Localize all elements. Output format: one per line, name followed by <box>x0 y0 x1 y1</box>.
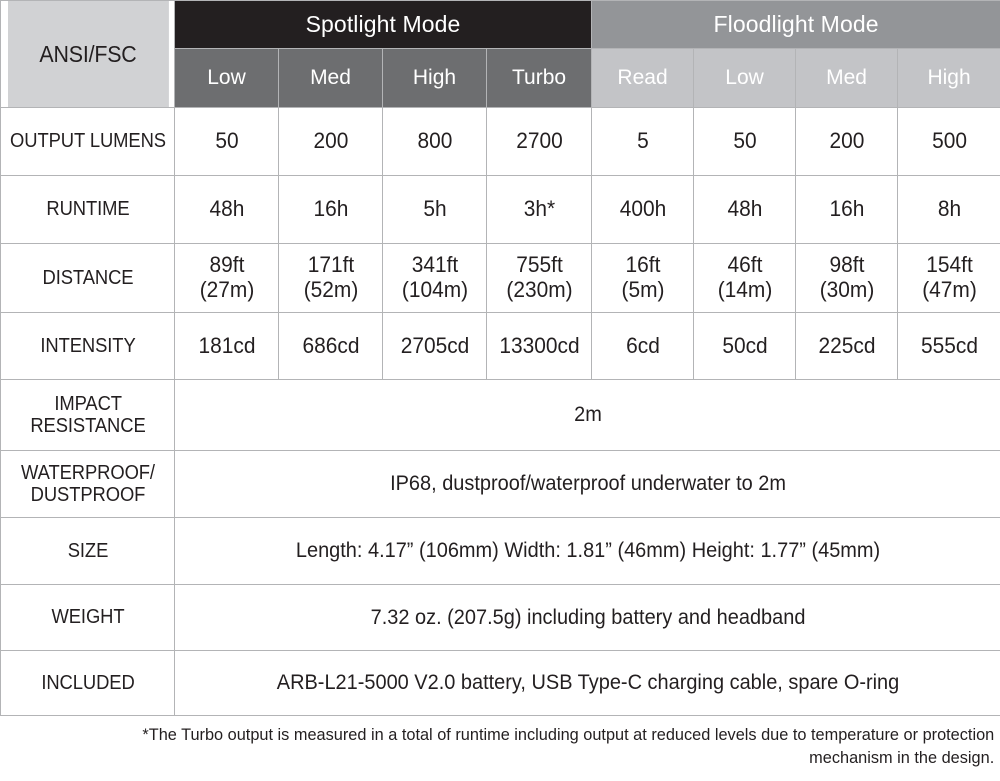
cell-value: 16h <box>798 176 895 244</box>
row-label-weight <box>7 585 167 651</box>
row-label-line: LUMENS <box>89 130 166 153</box>
cell-value-line: (14m) <box>717 277 772 302</box>
table-row <box>1 108 1000 176</box>
cell-value-line: (27m) <box>199 277 254 302</box>
cell-value-line: (30m) <box>819 277 874 302</box>
group-header-spotlight <box>175 1 592 49</box>
table-row <box>1 585 1000 651</box>
mode-label: Read <box>617 66 668 89</box>
mode-header-floodlight-med <box>796 49 898 108</box>
row-label-line: INTENSITY <box>39 334 136 357</box>
corner-header-label: ANSI/FSC <box>38 40 137 67</box>
table-row <box>1 313 1000 380</box>
group-header-floodlight <box>592 1 1000 49</box>
row-label-intensity <box>7 313 167 380</box>
cell-value <box>385 244 484 313</box>
cell-value: 5h <box>385 176 484 244</box>
row-label-output-lumens <box>7 108 167 176</box>
cell-value-line: 89ft <box>209 252 244 278</box>
cell-value-line: 16ft <box>625 252 660 278</box>
cell-value: 6cd <box>594 313 691 380</box>
cell-value: 48h <box>177 176 276 244</box>
cell-value: 16h <box>281 176 380 244</box>
cell-value-line: 154ft <box>925 252 973 278</box>
cell-value-line: (52m) <box>303 277 358 302</box>
cell-value-line: (230m) <box>505 277 573 302</box>
cell-value-line: (5m) <box>621 277 665 302</box>
cell-value <box>177 244 276 313</box>
mode-label: Low <box>725 66 764 89</box>
row-label-line: SIZE <box>67 539 108 562</box>
mode-header-spotlight-high <box>383 49 487 108</box>
cell-value: 686cd <box>281 313 380 380</box>
table-row <box>1 244 1000 313</box>
cell-value: 13300cd <box>489 313 589 380</box>
row-label-line: RUNTIME <box>45 198 130 221</box>
cell-value-line: 98ft <box>829 252 864 278</box>
cell-value: 2700 <box>489 108 589 176</box>
cell-value <box>281 244 380 313</box>
row-label-waterproof-dustproof <box>7 451 167 518</box>
row-label-line: IMPACT <box>53 392 122 415</box>
cell-value: 50 <box>696 108 793 176</box>
row-label-size <box>7 518 167 585</box>
cell-value: 200 <box>798 108 895 176</box>
cell-value-line: 341ft <box>411 252 458 278</box>
row-label-line: WATERPROOF/ <box>20 461 155 484</box>
cell-value-weight: 7.32 oz. (207.5g) including battery and headband <box>195 585 980 651</box>
cell-value: 2705cd <box>385 313 484 380</box>
cell-value-waterproof-dustproof: IP68, dustproof/waterproof underwater to 2m <box>195 451 980 518</box>
cell-value-impact-resistance: 2m <box>195 380 980 451</box>
row-label-runtime <box>7 176 167 244</box>
cell-value: 225cd <box>798 313 895 380</box>
cell-value-line: 46ft <box>727 252 762 278</box>
cell-value: 50cd <box>696 313 793 380</box>
corner-header-cell <box>7 1 169 108</box>
cell-value-line: (47m) <box>921 277 977 302</box>
mode-header-floodlight-read <box>592 49 694 108</box>
mode-header-floodlight-low <box>694 49 796 108</box>
table-header-group-row <box>1 1 1000 49</box>
row-label-included <box>7 651 167 716</box>
cell-value-line: 171ft <box>307 252 354 278</box>
mode-label: Med <box>826 66 867 89</box>
row-label-line: RESISTANCE <box>29 415 146 437</box>
cell-value <box>696 244 793 313</box>
table-row <box>1 651 1000 716</box>
cell-value: 3h* <box>489 176 589 244</box>
mode-label: High <box>927 66 971 89</box>
cell-value-included: ARB-L21-5000 V2.0 battery, USB Type-C charging cable, spare O-ring <box>195 651 980 716</box>
mode-header-spotlight-turbo <box>487 49 592 108</box>
table-row <box>1 380 1000 451</box>
cell-value-size: Length: 4.17” (106mm) Width: 1.81” (46mm) Height: 1.77” (45mm) <box>195 518 980 585</box>
cell-value: 181cd <box>177 313 276 380</box>
cell-value: 400h <box>594 176 691 244</box>
table-row <box>1 518 1000 585</box>
cell-value: 48h <box>696 176 793 244</box>
mode-header-floodlight-high <box>898 49 1000 108</box>
cell-value: 200 <box>281 108 380 176</box>
mode-header-spotlight-low <box>175 49 279 108</box>
mode-label: High <box>412 66 457 89</box>
row-label-line: OUTPUT <box>9 130 85 153</box>
mode-header-spotlight-med <box>279 49 383 108</box>
group-header-spotlight-label: Spotlight Mode <box>305 11 461 37</box>
row-label-line: DUSTPROOF <box>30 484 145 506</box>
row-label-distance <box>7 244 167 313</box>
row-label-line: INCLUDED <box>40 671 135 694</box>
cell-value <box>489 244 589 313</box>
cell-value-line: (104m) <box>401 277 468 302</box>
row-label-impact-resistance <box>7 380 167 451</box>
cell-value: 500 <box>900 108 998 176</box>
row-label-line: WEIGHT <box>50 606 125 629</box>
mode-label: Low <box>207 66 246 89</box>
table-row <box>1 451 1000 518</box>
cell-value <box>594 244 691 313</box>
cell-value: 555cd <box>900 313 998 380</box>
cell-value <box>798 244 895 313</box>
cell-value-line: 755ft <box>515 252 563 278</box>
table-row <box>1 176 1000 244</box>
cell-value: 5 <box>594 108 691 176</box>
cell-value: 50 <box>177 108 276 176</box>
cell-value <box>900 244 998 313</box>
cell-value: 800 <box>385 108 484 176</box>
group-header-floodlight-label: Floodlight Mode <box>713 11 879 37</box>
cell-value: 8h <box>900 176 998 244</box>
row-label-line: DISTANCE <box>42 266 133 289</box>
table-footnote: *The Turbo output is measured in a total of runtime including output at reduced levels due to temperature or protection mechanism in the design. <box>142 725 995 767</box>
mode-label: Turbo <box>511 66 567 89</box>
mode-label: Med <box>310 66 351 89</box>
